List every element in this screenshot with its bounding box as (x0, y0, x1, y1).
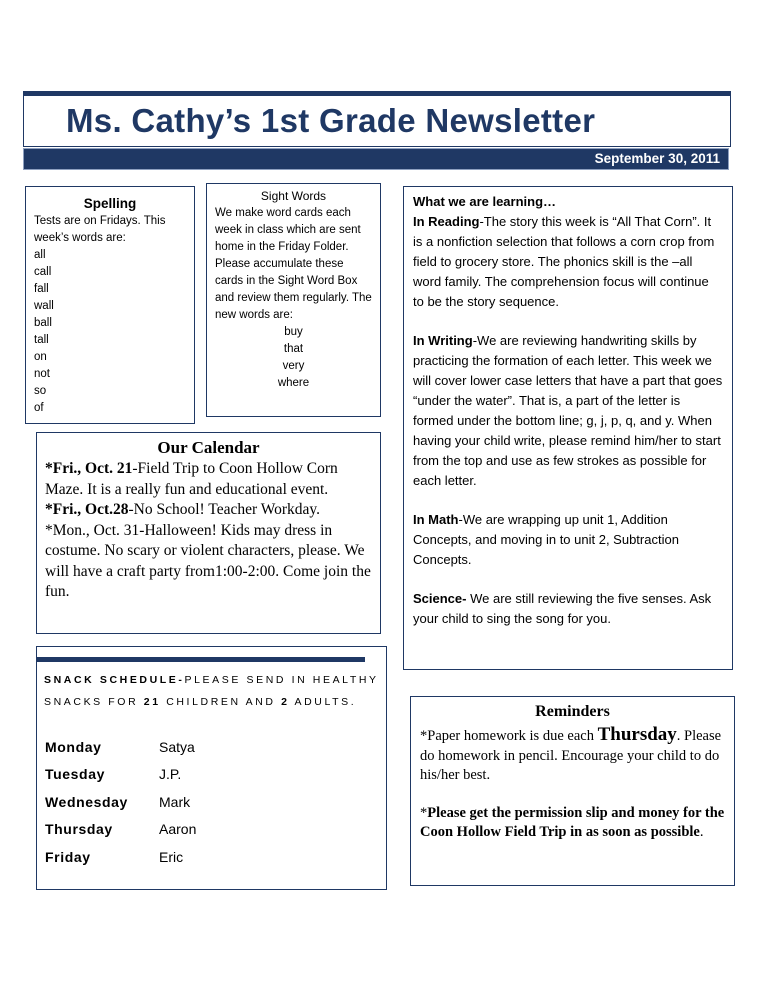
table-row (45, 843, 196, 871)
reminder-text: *Paper homework is due each (420, 728, 598, 744)
reminder-emphasis: Please get the permission slip and money for the Coon Hollow Field Trip in as soon as possible (420, 804, 725, 840)
calendar-item: *Mon., Oct. 31-Halloween! Kids may dress in costume. No scary or violent characters, please. We will have a craft party from1:00-2:00. Come join the fun. (45, 521, 371, 600)
learning-text: We are still reviewing the five senses. Ask your child to sing the song for you. (413, 591, 712, 626)
snack-divider (37, 657, 365, 662)
reminder-item (420, 804, 725, 843)
newsletter-title: Ms. Cathy’s 1st Grade Newsletter (66, 102, 596, 139)
spelling-word-list (34, 247, 186, 417)
reminder-bullet: * (420, 804, 428, 821)
learning-label: In Writing (413, 333, 473, 348)
snack-heading-text: PLEASE SEND IN HEALTHY SNACKS FOR (44, 674, 379, 708)
spelling-word: so (34, 385, 47, 397)
calendar-item-date: *Fri., Oct. 21 (45, 460, 133, 477)
learning-text: -We are wrapping up unit 1, Addition Concepts, and moving in to unit 2, Subtraction Concepts. (413, 512, 679, 567)
snack-children-count: 21 (143, 696, 161, 708)
spelling-word: on (34, 351, 47, 363)
snack-heading (44, 669, 379, 713)
learning-label: Science- (413, 591, 467, 606)
sight-word: that (283, 343, 304, 355)
spelling-word: of (34, 402, 44, 414)
spelling-word: ball (34, 317, 52, 329)
sight-words-intro: We make word cards each week in class which are sent home in the Friday Folder. Please accumulate these cards in the Sight Word Box and review them regularly. The new words are: (215, 207, 372, 321)
spelling-heading: Spelling (83, 196, 137, 211)
learning-text: -The story this week is “All That Corn”. It is a nonfiction selection that follows a corn crop from field to grocery store. The phonics skill is the –all word family. The comprehension focus will continue to be the story sequence. (413, 214, 715, 309)
calendar-item-text: -Field Trip to Coon Hollow Corn Maze. It is a really fun and educational event. (45, 460, 338, 498)
snack-name: Eric (159, 848, 184, 865)
reminders-box (410, 696, 735, 886)
reminder-text: . Please do homework in pencil. Encourage your child to do his/her best. (420, 728, 722, 783)
snack-heading-text: CHILDREN AND (160, 696, 282, 708)
date-bar (23, 148, 729, 170)
learning-label: In Reading (413, 214, 480, 229)
sight-word: buy (284, 326, 303, 338)
snack-heading-title: SNACK SCHEDULE- (44, 674, 185, 686)
calendar-item (45, 459, 372, 500)
calendar-item-date: *Fri., Oct.28 (45, 501, 129, 518)
reminder-item (420, 725, 725, 786)
snack-name: J.P. (159, 766, 182, 783)
table-row (45, 816, 196, 844)
learning-math (413, 510, 723, 570)
learning-text: -We are reviewing handwriting skills by practicing the formation of each letter. This week we will cover lower case letters that have a part that goes “under the water”. That is, a part of the letter is formed under the bottom line; g, j, p, q, and y. When having your child write, please remind him/her to start from the top and use as few strokes as possible for each letter. (413, 333, 723, 488)
snack-heading-text: ADULTS. (289, 696, 357, 708)
sight-word: where (277, 377, 310, 389)
snack-table (45, 733, 196, 871)
snack-name: Mark (159, 793, 191, 810)
learning-reading (413, 212, 723, 312)
learning-box (403, 186, 733, 670)
spelling-word: not (34, 368, 50, 380)
spelling-intro: Tests are on Fridays. This week’s words are: (34, 215, 166, 244)
spelling-word: fall (34, 283, 49, 295)
snack-day: Thursday (45, 821, 113, 838)
snack-schedule-box (36, 646, 387, 890)
table-row (45, 761, 196, 789)
table-row (45, 733, 196, 761)
spelling-box (25, 186, 195, 424)
calendar-box (36, 432, 381, 634)
spelling-word: wall (34, 300, 54, 312)
snack-day: Monday (45, 738, 102, 755)
calendar-item (45, 500, 372, 521)
spelling-word: call (34, 266, 52, 278)
calendar-heading: Our Calendar (157, 438, 260, 457)
sight-words-heading: Sight Words (260, 189, 327, 203)
learning-science (413, 589, 723, 629)
snack-day: Friday (45, 848, 91, 865)
sight-word-list (215, 324, 372, 392)
learning-label: In Math (413, 512, 459, 527)
snack-name: Aaron (159, 821, 197, 838)
snack-name: Satya (159, 738, 195, 755)
learning-writing (413, 331, 723, 491)
learning-heading: What we are learning… (413, 194, 557, 209)
calendar-item-text: -No School! Teacher Workday. (128, 501, 321, 518)
reminders-heading: Reminders (535, 703, 610, 720)
reminder-day: Thursday (597, 724, 677, 745)
newsletter-date: September 30, 2011 (594, 151, 720, 166)
snack-adult-count: 2 (281, 696, 290, 708)
reminder-text: . (699, 824, 704, 840)
sight-words-box (206, 183, 381, 417)
snack-day: Tuesday (45, 766, 105, 783)
table-row (45, 788, 196, 816)
spelling-word: all (34, 249, 46, 261)
title-banner (23, 91, 731, 147)
sight-word: very (282, 360, 305, 372)
snack-day: Wednesday (45, 793, 128, 810)
spelling-word: tall (34, 334, 49, 346)
